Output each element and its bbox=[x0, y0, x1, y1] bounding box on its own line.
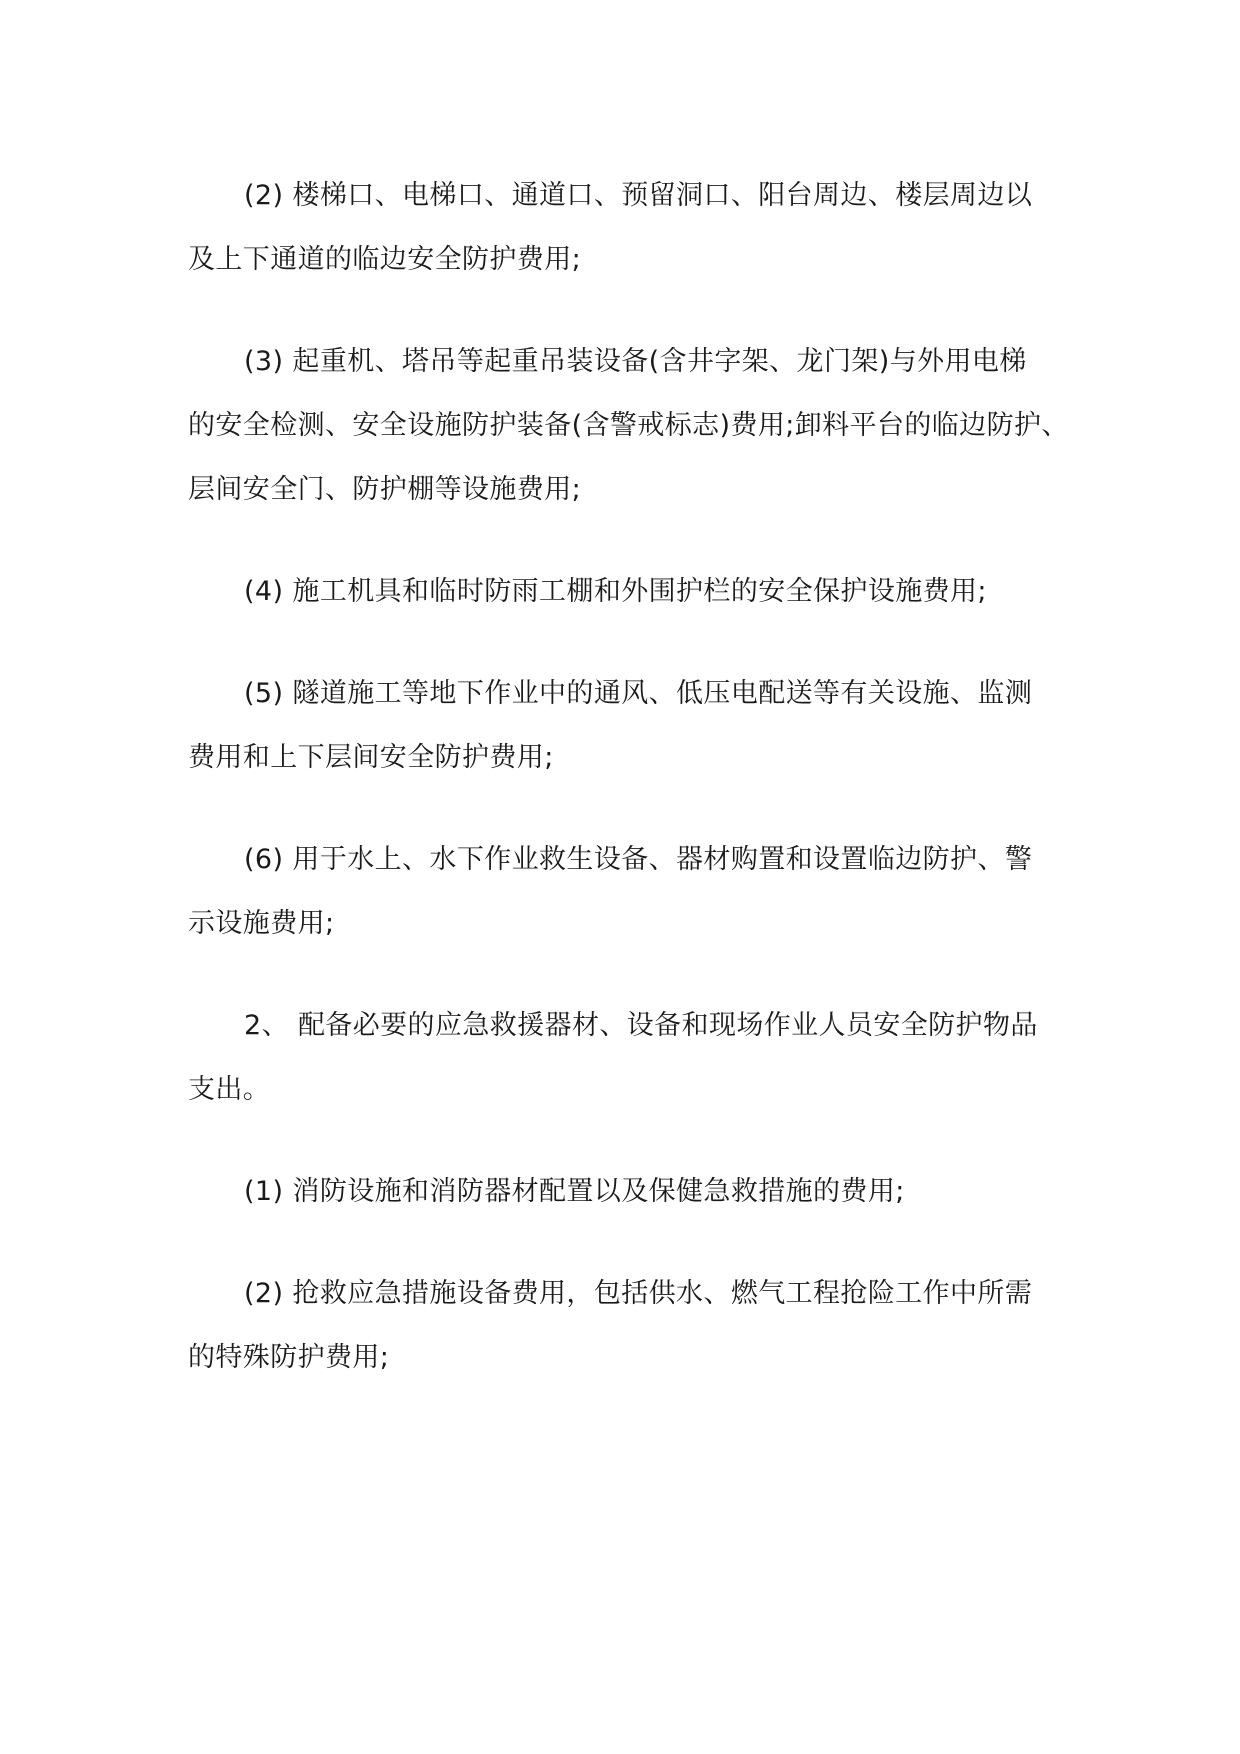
paragraph-8-line-2: 的特殊防护费用; bbox=[188, 1342, 390, 1373]
paragraph-6-line-1: 2、 配备必要的应急救援器材、设备和现场作业人员安全防护物品 bbox=[244, 1010, 1038, 1041]
paragraph-5-line-1: (6) 用于水上、水下作业救生设备、器材购置和设置临边防护、警 bbox=[244, 844, 1033, 875]
paragraph-4-line-1: (5) 隧道施工等地下作业中的通风、低压电配送等有关设施、监测 bbox=[244, 678, 1033, 709]
paragraph-2-line-3: 层间安全门、防护棚等设施费用; bbox=[188, 474, 582, 505]
paragraph-1-line-1: (2) 楼梯口、电梯口、通道口、预留洞口、阳台周边、楼层周边以 bbox=[244, 180, 1033, 211]
paragraph-2-line-2: 的安全检测、安全设施防护装备(含警戒标志)费用;卸料平台的临边防护、 bbox=[188, 410, 1069, 441]
paragraph-7-line-1: (1) 消防设施和消防器材配置以及保健急救措施的费用; bbox=[244, 1176, 905, 1207]
paragraph-1-line-2: 及上下通道的临边安全防护费用; bbox=[188, 244, 582, 275]
paragraph-8-line-1: (2) 抢救应急措施设备费用，包括供水、燃气工程抢险工作中所需 bbox=[244, 1278, 1033, 1309]
paragraph-5-line-2: 示设施费用; bbox=[188, 908, 335, 939]
paragraph-3-line-1: (4) 施工机具和临时防雨工棚和外围护栏的安全保护设施费用; bbox=[244, 576, 987, 607]
paragraph-4-line-2: 费用和上下层间安全防护费用; bbox=[188, 742, 554, 773]
paragraph-6-line-2: 支出。 bbox=[188, 1074, 271, 1105]
paragraph-2-line-1: (3) 起重机、塔吊等起重吊装设备(含井字架、龙门架)与外用电梯 bbox=[244, 346, 1027, 377]
